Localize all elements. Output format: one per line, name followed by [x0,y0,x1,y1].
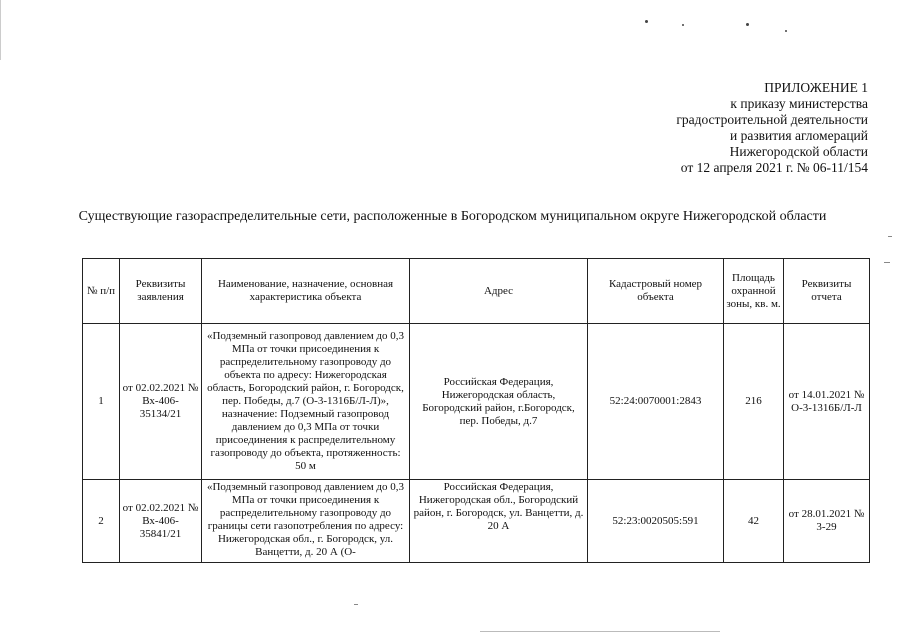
appendix-line: градостроительной деятельности [676,112,868,127]
appendix-line: ПРИЛОЖЕНИЕ 1 [764,80,868,95]
appendix-line: к приказу министерства [730,96,868,111]
cell-report: от 28.01.2021 № 3-29 [784,480,870,563]
document-title: Существующие газораспределительные сети, расположенные в Богородском муниципальном округе Нижегородской области [78,209,827,224]
cell-description: «Подземный газопровод давлением до 0,3 МПа от точки присоединения к распределительному газопроводу до объекта по адресу: Нижегородская область, Богородский район, г. Богородск, пер. Победы, д.7 (О-3-1316Б/Л-Л)», назначение: Подземный газопровод давлением до 0,3 МПа от точки присоединения к распределительному газопроводу до объекта, протяженность: 50 м [202,324,410,480]
cell-description [202,480,410,563]
appendix-header [676,80,868,176]
cell-cadastral: 52:23:0020505:591 [588,480,724,563]
header-address: Адрес [410,259,588,324]
scan-mark [0,0,1,60]
cell-num: 2 [83,480,120,563]
scan-speck [785,30,787,32]
scan-mark [480,631,720,632]
cell-num: 1 [83,324,120,480]
cell-area: 216 [724,324,784,480]
cell-address: Российская Федерация, Нижегородская область, Богородский район, г.Богородск, пер. Победы, д.7 [410,324,588,480]
scan-speck [645,20,648,23]
scan-speck [682,24,684,26]
header-num: № п/п [83,259,120,324]
cell-application: от 02.02.2021 № Вх-406-35134/21 [120,324,202,480]
table-header-row [83,259,870,324]
header-application: Реквизиты заявления [120,259,202,324]
cell-report: от 14.01.2021 № О-3-1316Б/Л-Л [784,324,870,480]
header-area: Площадь охранной зоны, кв. м. [724,259,784,324]
scan-mark [888,236,892,237]
appendix-line: и развития агломераций [729,128,868,143]
header-description: Наименование, назначение, основная характеристика объекта [202,259,410,324]
scan-speck [746,23,749,26]
header-report: Реквизиты отчета [784,259,870,324]
header-cadastral: Кадастровый номер объекта [588,259,724,324]
cell-description-text: «Подземный газопровод давлением до 0,3 МПа от точки присоединения к распределительному газопроводу до границы сети газопотребления по адресу: Нижегородская обл., г. Богородск, ул. Ванцетти, д. 20 А (О- [206,481,405,558]
table-row [83,324,870,480]
gas-network-table [82,258,870,563]
cell-address: Российская Федерация, Нижегородская обл., Богородский район, г. Богородск, ул. Ванцетти, д. 20 А [410,480,588,563]
cell-area: 42 [724,480,784,563]
scan-mark [884,262,890,263]
cell-cadastral: 52:24:0070001:2843 [588,324,724,480]
scan-mark [354,604,358,605]
table-row [83,480,870,563]
cell-application: от 02.02.2021 № Вх-406-35841/21 [120,480,202,563]
appendix-line: от 12 апреля 2021 г. № 06-11/154 [680,160,868,175]
appendix-line: Нижегородской области [729,144,868,159]
